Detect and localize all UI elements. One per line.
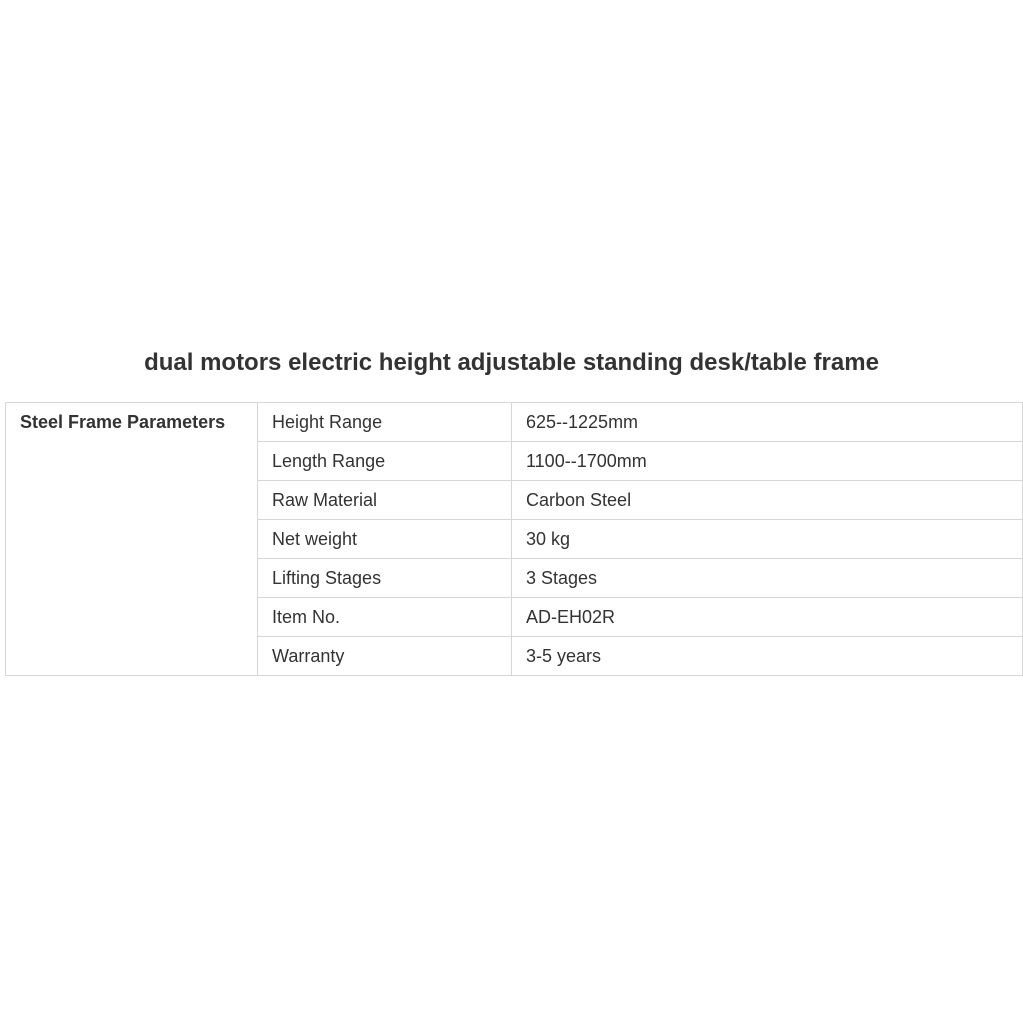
param-value: Carbon Steel (512, 481, 1023, 520)
param-value: 30 kg (512, 520, 1023, 559)
param-label: Length Range (258, 442, 512, 481)
param-value: 625--1225mm (512, 403, 1023, 442)
param-label: Item No. (258, 598, 512, 637)
param-value: 1100--1700mm (512, 442, 1023, 481)
page-title: dual motors electric height adjustable standing desk/table frame (144, 349, 879, 376)
param-label: Warranty (258, 637, 512, 676)
param-value: 3-5 years (512, 637, 1023, 676)
table-row (6, 403, 1023, 442)
param-label: Lifting Stages (258, 559, 512, 598)
param-label: Net weight (258, 520, 512, 559)
group-label: Steel Frame Parameters (6, 403, 258, 676)
param-value: 3 Stages (512, 559, 1023, 598)
spec-table (5, 402, 1023, 676)
param-label: Raw Material (258, 481, 512, 520)
param-label: Height Range (258, 403, 512, 442)
param-value: AD-EH02R (512, 598, 1023, 637)
